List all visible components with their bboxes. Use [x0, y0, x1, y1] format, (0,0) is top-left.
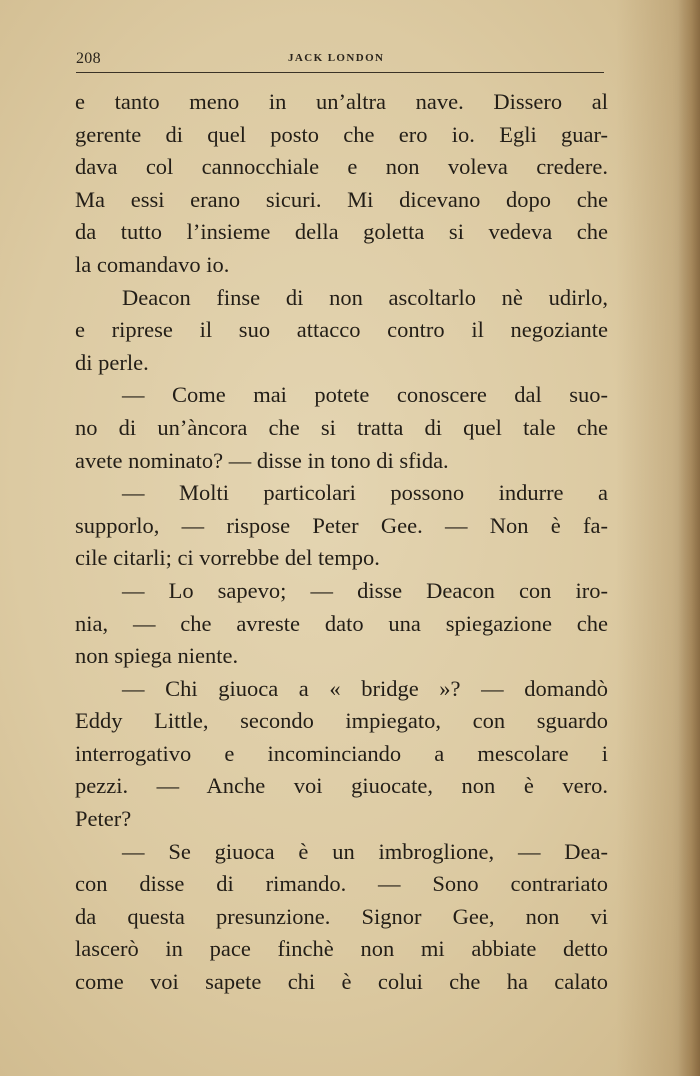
- text-line: con disse di rimando. — Sono contrariato: [75, 871, 608, 897]
- text-line: Eddy Little, secondo impiegato, con sguardo: [75, 708, 608, 734]
- text-line: Deacon finse di non ascoltarlo nè udirlo,: [122, 284, 608, 310]
- text-line: — Se giuoca è un imbroglione, — Dea-: [122, 838, 608, 864]
- text-line: interrogativo e incominciando a mescolare i: [75, 740, 608, 766]
- header-rule: [76, 72, 604, 73]
- text-line: dava col cannocchiale e non voleva credere.: [75, 154, 608, 180]
- text-line: gerente di quel posto che ero io. Egli guar-: [75, 121, 608, 147]
- text-line: e riprese il suo attacco contro il negoziante: [75, 317, 608, 343]
- text-line: no di un’àncora che si tratta di quel tale che: [75, 414, 608, 440]
- text-line: — Lo sapevo; — disse Deacon con iro-: [122, 577, 608, 603]
- text-line: come voi sapete chi è colui che ha calato: [75, 969, 608, 995]
- text-line: — Come mai potete conoscere dal suo-: [122, 382, 608, 408]
- text-line: — Molti particolari possono indurre a: [122, 480, 608, 506]
- body-text: [75, 86, 608, 999]
- text-line: nia, — che avreste dato una spiegazione che: [75, 610, 608, 636]
- text-line: lascerò in pace finchè non mi abbiate detto: [75, 936, 608, 962]
- text-line: Ma essi erano sicuri. Mi dicevano dopo che: [75, 186, 608, 212]
- text-line: da tutto l’insieme della goletta si vedeva che: [75, 219, 608, 245]
- text-line: la comandavo io.: [75, 251, 230, 277]
- page-number: 208: [76, 50, 101, 67]
- text-line: pezzi. — Anche voi giuocate, non è vero.: [75, 773, 608, 799]
- text-line: Peter?: [75, 806, 132, 832]
- text-line: supporlo, — rispose Peter Gee. — Non è fa-: [75, 512, 608, 538]
- text-line: e tanto meno in un’altra nave. Dissero al: [75, 89, 608, 114]
- text-line: avete nominato? — disse in tono di sfida.: [75, 447, 449, 473]
- text-line: da questa presunzione. Signor Gee, non vi: [75, 903, 608, 929]
- text-line: non spiega niente.: [75, 643, 239, 669]
- running-head: [76, 44, 604, 72]
- text-line: cile citarli; ci vorrebbe del tempo.: [75, 545, 380, 571]
- text-line: — Chi giuoca a « bridge »? — domandò: [122, 675, 608, 701]
- running-title: JACK LONDON: [288, 52, 385, 64]
- text-line: di perle.: [75, 349, 149, 375]
